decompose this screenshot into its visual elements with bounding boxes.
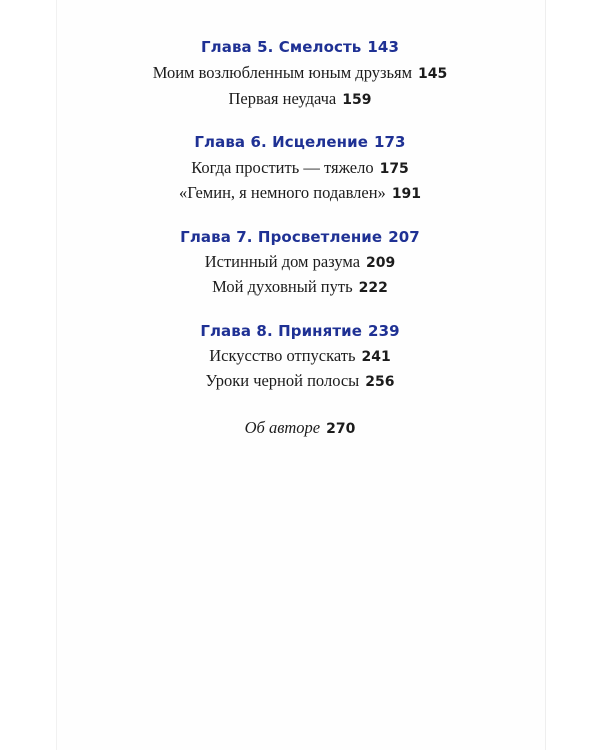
- entry-page-number: 222: [358, 280, 388, 296]
- entry-title: Уроки черной полосы: [205, 371, 360, 390]
- entry-page-number: 270: [326, 421, 356, 437]
- chapter-title: Глава 7. Просветление: [180, 228, 383, 246]
- entry-title: Об авторе: [244, 418, 321, 437]
- toc-entry[interactable]: [0, 346, 600, 366]
- toc-entry[interactable]: [0, 371, 600, 391]
- entry-page-number: 159: [342, 92, 372, 108]
- entry-title: Истинный дом разума: [204, 252, 361, 271]
- entry-title: Первая неудача: [228, 89, 337, 108]
- entry-title: «Гемин, я немного подавлен»: [178, 183, 386, 202]
- chapter-page-number: 239: [368, 322, 400, 340]
- entry-page-number: 175: [379, 161, 409, 177]
- chapter-title: Глава 6. Исцеление: [194, 133, 368, 151]
- entry-page-number: 256: [365, 374, 395, 390]
- toc-entry[interactable]: [0, 252, 600, 272]
- toc-chapter-8[interactable]: [0, 322, 600, 340]
- toc-entry[interactable]: [0, 183, 600, 203]
- entry-page-number: 191: [391, 186, 422, 202]
- toc-chapter-5[interactable]: [0, 38, 600, 56]
- chapter-page-number: 173: [373, 133, 406, 151]
- entry-title: Когда простить — тяжело: [191, 158, 374, 177]
- entry-title: Искусство отпускать: [209, 346, 356, 365]
- chapter-title: Глава 5. Смелость: [201, 38, 362, 56]
- chapter-page-number: 207: [388, 228, 420, 246]
- toc-about-author[interactable]: [0, 418, 600, 438]
- chapter-page-number: 143: [367, 38, 399, 56]
- chapter-title: Глава 8. Принятие: [200, 322, 363, 340]
- entry-page-number: 209: [366, 255, 396, 271]
- toc-chapter-6[interactable]: [0, 133, 600, 151]
- entry-title: Моим возлюбленным юным друзьям: [152, 63, 413, 82]
- entry-title: Мой духовный путь: [212, 277, 353, 296]
- entry-page-number: 241: [361, 349, 391, 365]
- toc-entry[interactable]: [0, 63, 600, 83]
- toc-chapter-7[interactable]: [0, 228, 600, 246]
- toc-entry[interactable]: [0, 89, 600, 109]
- toc-entry[interactable]: [0, 158, 600, 178]
- entry-page-number: 145: [418, 66, 448, 82]
- toc-entry[interactable]: [0, 277, 600, 297]
